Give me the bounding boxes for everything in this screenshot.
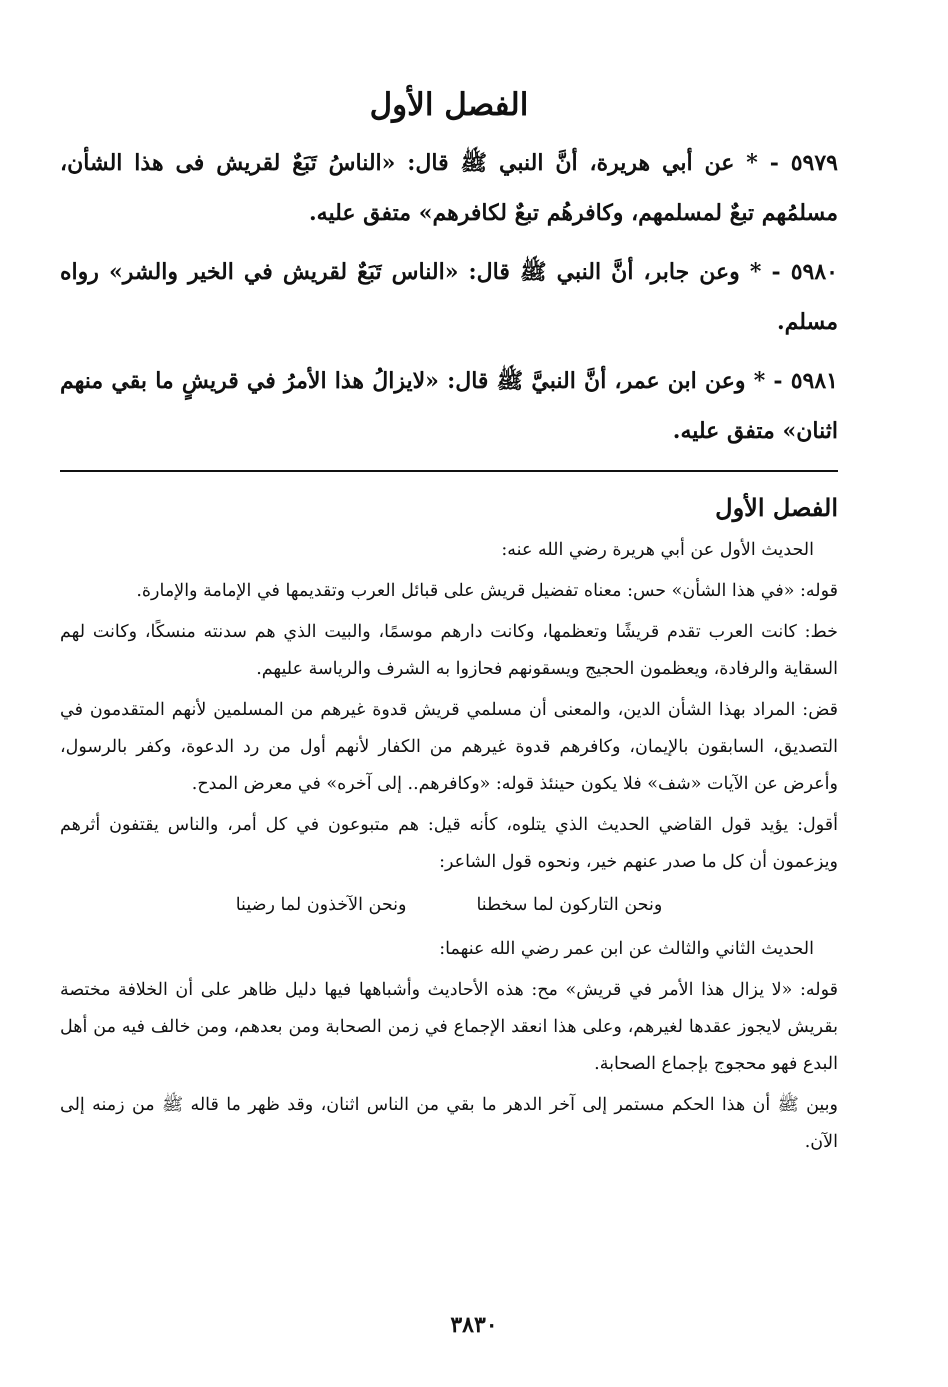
commentary-title: الفصل الأول — [715, 493, 838, 522]
verse-hemistich-1: ونحن التاركون لما سخطنا — [476, 895, 663, 915]
hadith-5979: ٥٩٧٩ - * عن أبي هريرة، أنَّ النبي ﷺ قال: «الناسُ تَبَعٌ لقريش فى هذا الشأن، مسلمُهم تبعٌ لمسلمهم، وكافرهُم تبعٌ لكافرهم» متفق عليه. — [60, 150, 838, 226]
page-body — [60, 80, 838, 1165]
commentary-paragraph: قوله: «في هذا الشأن» حس: معناه تفضيل قريش على قبائل العرب وتقديمها في الإمامة والإمارة. — [136, 581, 838, 601]
commentary-paragraph: وبين ﷺ أن هذا الحكم مستمر إلى آخر الدهر ما بقي من الناس اثنان، وقد ظهر ما قاله ﷺ من زمنه إلى الآن. — [60, 1095, 838, 1152]
page-number: ٣٨٣٠ — [450, 1312, 498, 1338]
verse-hemistich-2: ونحن الآخذون لما رضينا — [235, 895, 407, 915]
hadith-5981: ٥٩٨١ - * وعن ابن عمر، أنَّ النبيَّ ﷺ قال: «لايزالُ هذا الأمرُ في قريشٍ ما بقي منهم اثنان» متفق عليه. — [60, 368, 838, 444]
commentary-paragraph: الحديث الثاني والثالث عن ابن عمر رضي الله عنهما: — [439, 939, 814, 959]
commentary-paragraph: الحديث الأول عن أبي هريرة رضي الله عنه: — [501, 540, 814, 560]
commentary-paragraph: قض: المراد بهذا الشأن الدين، والمعنى أن مسلمي قريش قدوة غيرهم من المسلمين لأنهم المتقدمون في التصديق، السابقون بالإيمان، وكافرهم قدوة غيرهم من الكفار لأنهم أول من رد الدعوة، وكفر بالرسول، وأعرض عن الآيات «شف» فلا يكون حينئذ قوله: «وكافرهم.. إلى آخره» في معرض المدح. — [60, 700, 838, 794]
commentary-paragraph: خط: كانت العرب تقدم قريشًا وتعظمها، وكانت دارهم موسمًا، والبيت الذي هم سدنته منسكًا، وكانت لهم السقاية والرفادة، ويعظمون الحجيج ويسقونهم فحازوا به الشرف والرياسة عليهم. — [60, 622, 838, 679]
commentary-paragraph: أقول: يؤيد قول القاضي الحديث الذي يتلوه، كأنه قيل: هم متبوعون في كل أمر، والناس يقتفون أثرهم ويزعمون أن كل ما صدر عنهم خير، ونحوه قول الشاعر: — [60, 815, 838, 872]
hadith-5980: ٥٩٨٠ - * وعن جابر، أنَّ النبي ﷺ قال: «الناس تَبَعٌ لقريش في الخير والشر» رواه مسلم. — [60, 259, 838, 335]
section-divider — [60, 470, 838, 472]
poetry-verse — [60, 885, 838, 925]
chapter-title: الفصل الأول — [369, 87, 529, 123]
commentary-paragraph: قوله: «لا يزال هذا الأمر في قريش» مح: هذه الأحاديث وأشباهها فيها دليل ظاهر على أن الخلافة مختصة بقريش لايجوز عقدها لغيرهم، وعلى هذا انعقد الإجماع في زمن الصحابة ومن بعدهم، ومن خالف فيه من أهل البدع فهو محجوج بإجماع الصحابة. — [60, 980, 838, 1074]
